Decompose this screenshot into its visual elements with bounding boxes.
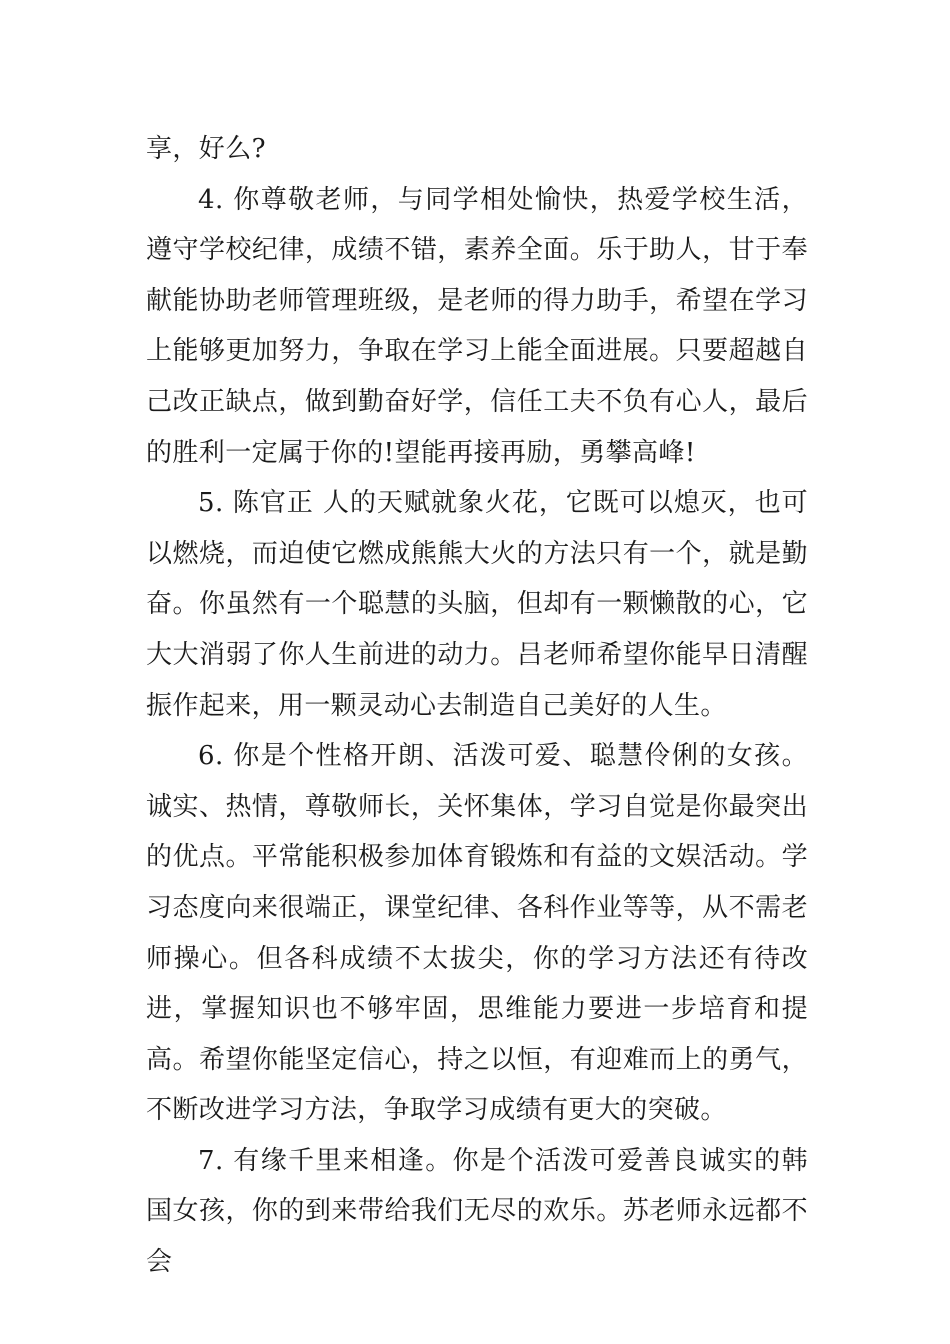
- paragraph-6: 6. 你是个性格开朗、活泼可爱、聪慧伶俐的女孩。诚实、热情，尊敬师长，关怀集体，学习自觉是你最突出的优点。平常能积极参加体育锻炼和有益的文娱活动。学习态度向来很端正，课堂纪律、各科作业等等，从不需老师操心。但各科成绩不太拔尖，你的学习方法还有待改进，掌握知识也不够牢固，思维能力要进一步培育和提高。希望你能坚定信心，持之以恒，有迎难而上的勇气，不断改进学习方法，争取学习成绩有更大的突破。: [146, 741, 808, 1126]
- paragraph-4: 4. 你尊敬老师，与同学相处愉快，热爱学校生活，遵守学校纪律，成绩不错，素养全面。乐于助人，甘于奉献能协助老师管理班级，是老师的得力助手，希望在学习上能够更加努力，争取在学习上能全面进展。只要超越自己改正缺点，做到勤奋好学，信任工夫不负有心人，最后的胜利一定属于你的!望能再接再励，勇攀高峰!: [146, 184, 808, 468]
- paragraph-continuation: 享，好么?: [146, 134, 266, 164]
- document-body: [146, 124, 808, 1288]
- paragraph-5: 5. 陈官正 人的天赋就象火花，它既可以熄灭，也可以燃烧，而迫使它燃成熊熊大火的方法只有一个，就是勤奋。你虽然有一个聪慧的头脑，但却有一颗懒散的心，它大大消弱了你人生前进的动力。吕老师希望你能早日清醒振作起来，用一颗灵动心去制造自己美好的人生。: [146, 488, 808, 721]
- paragraph-7: 7. 有缘千里来相逢。你是个活泼可爱善良诚实的韩国女孩，你的到来带给我们无尽的欢乐。苏老师永远都不会: [146, 1145, 808, 1278]
